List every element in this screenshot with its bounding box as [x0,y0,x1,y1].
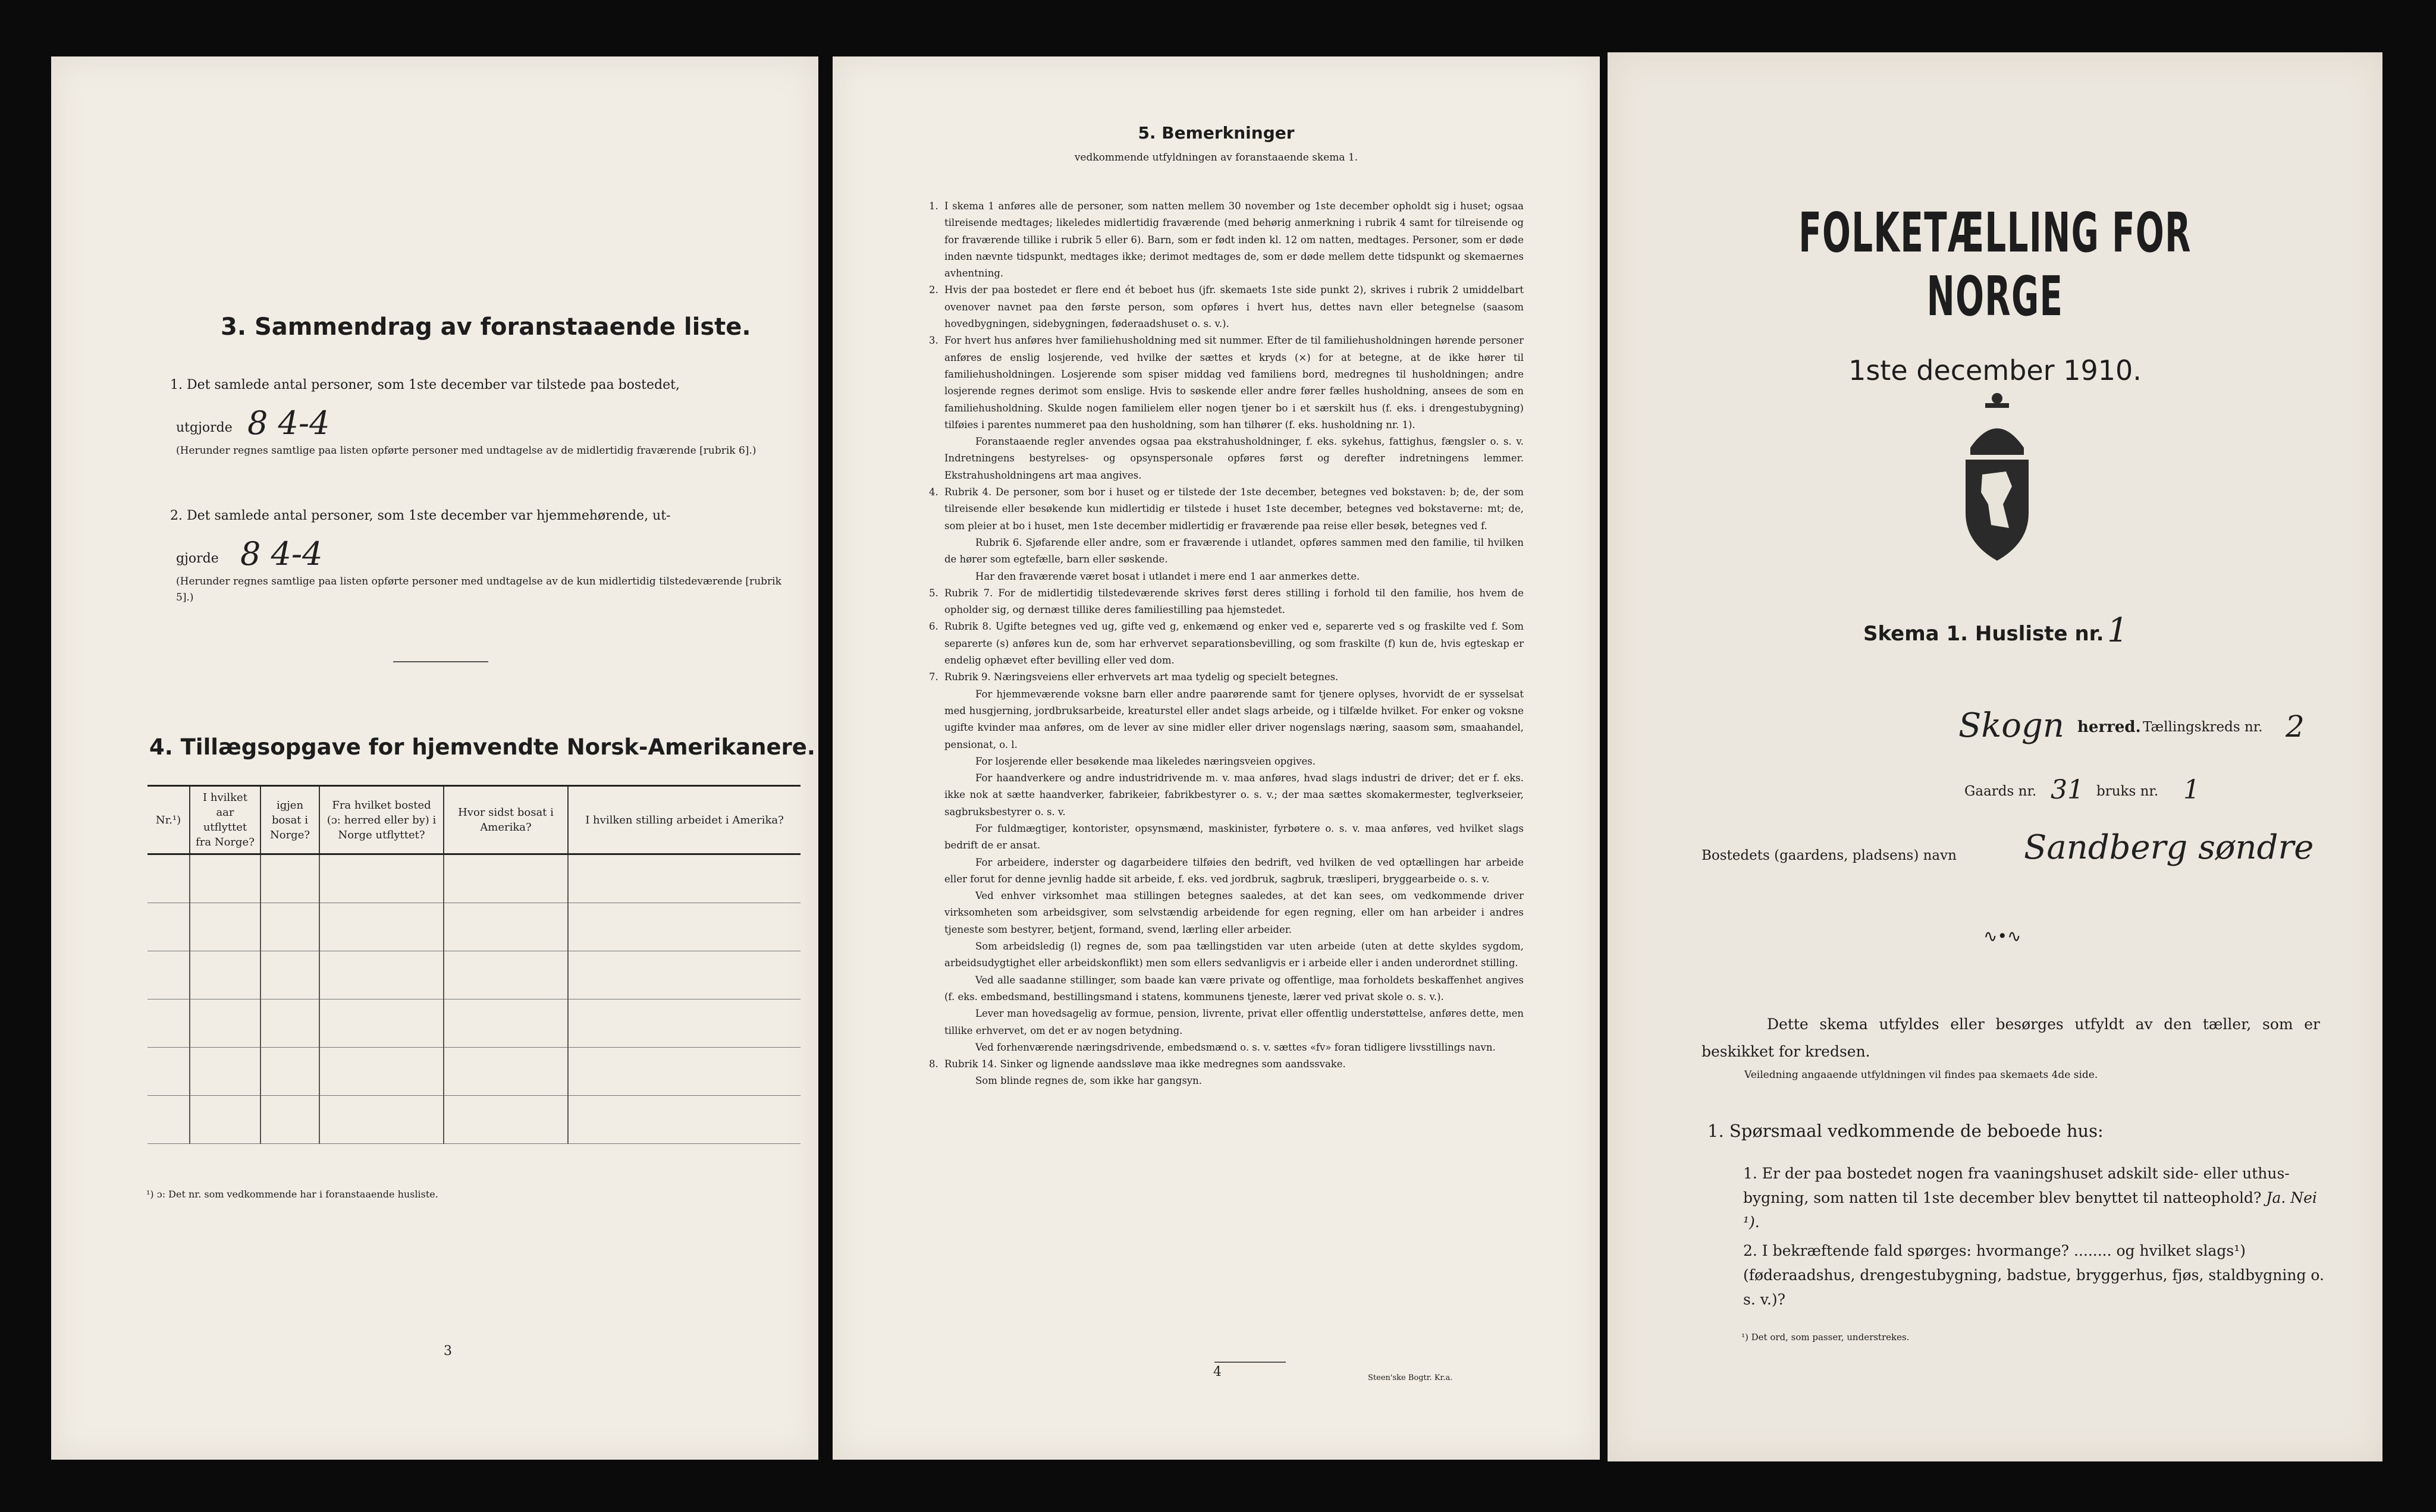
remarks-title: 5. Bemerkninger [1138,123,1295,143]
remark-item [929,568,1524,585]
table-cell [147,903,190,951]
table-cell [190,1048,260,1096]
table-cell [260,903,319,951]
main-title: FOLKETÆLLING FOR NORGE [1798,201,2192,328]
table-cell [444,854,568,903]
col-bosted: Fra hvilket bosted (ɔ: herred eller by) i Norge utflyttet? [319,786,444,854]
remark-number: 7. [929,671,938,683]
remark-text: Rubrik 14. Sinker og lignende aandssløve maa ikke medregnes som aandssvake. [944,1058,1346,1070]
remark-item [929,972,1524,1006]
remark-number [929,821,944,854]
printer-mark: Steen'ske Bogtr. Kr.a. [1368,1373,1453,1382]
table-cell [190,1096,260,1144]
divider [1214,1362,1286,1363]
table-cell [260,1048,319,1096]
sec3-item2-note: (Herunder regnes samtlige paa listen opførte personer med undtagelse av de kun midlertidig tilstedeværende [rubrik 5].) [176,576,781,603]
ornament: ∿•∿ [1983,926,2021,946]
schema-value: 1 [2107,611,2129,650]
page-number: 3 [444,1344,452,1359]
page-3 [51,56,818,1460]
col-utflyttet: I hvilket aar utflyttet fra Norge? [190,786,260,854]
divider [393,661,488,662]
table-cell [190,903,260,951]
remark-text: Lever man hovedsagelig av formue, pension, livrente, privat eller offentlig understøttelse, anføres dette, men tillike erhvervet, om det er av nogen betydning. [944,1008,1524,1036]
remark-text: Rubrik 8. Ugifte betegnes ved ug, gifte ved g, enkemænd og enker ved e, separerte ved s og fraskilte ved f. Som separerte (s) anføres kun de, som har erhvervet separationsbevilling, og som fraskilte (f) kun de, hvis egteskap er endelig ophævet efter bevilling eller ved dom. [944,621,1524,667]
remarks-list [929,198,1524,1090]
remark-number [929,972,944,1006]
sec3-item2-value: 8 4-4 [240,535,323,573]
remark-item [929,198,1524,282]
remark-number [929,770,944,821]
remark-number: 8. [929,1058,938,1070]
table-cell [147,854,190,903]
sec3-item1-label: utgjorde [176,420,233,435]
remark-item [929,332,1524,433]
table-row [147,854,801,903]
page-4 [833,56,1600,1460]
table-cell [260,951,319,999]
table-cell [568,1048,801,1096]
remark-number [929,433,944,484]
table-cell [568,903,801,951]
table-header-row [147,786,801,854]
table-cell [319,854,444,903]
table-row [147,1048,801,1096]
table-cell [147,1048,190,1096]
remark-item [929,484,1524,535]
remark-item [929,770,1524,821]
remark-text: For arbeidere, inderster og dagarbeidere tilføies den bedrift, ved hvilken de ved optællingen har arbeide eller forut for denne jevnlig hadde sit arbeide, f. eks. ved jordbruk, sagbruk, træsliperi, bryggearbeide o. s. v. [944,856,1524,885]
remark-text: Ved enhver virksomhet maa stillingen betegnes saaledes, at det kan sees, om vedkommende driver virksomheten som arbeidsgiver, som selvstændig arbeidende for egen regning, eller om han arbeider i andres tjeneste som bestyrer, betjent, formand, svend, lærling eller arbeider. [944,890,1524,935]
cover-page [1608,52,2382,1461]
remark-item [929,1056,1524,1073]
remark-item [929,433,1524,484]
sec3-item2-text: 2. Det samlede antal personer, som 1ste december var hjemmehørende, ut- [170,508,671,523]
remark-number [929,1039,944,1056]
sec3-item2-label: gjorde [176,551,219,566]
norsk-amerikanere-table [147,785,801,1144]
remark-item [929,282,1524,332]
col-stilling: I hvilken stilling arbeidet i Amerika? [585,813,784,826]
instruction-text: Dette skema utfyldes eller besørges utfyldt av den tæller, som er beskikket for kredsen. [1702,1016,2320,1060]
col-amerika: Hvor sidst bosat i Amerika? [444,786,568,854]
remark-number [929,854,944,888]
remark-item [929,669,1524,686]
section-3-title: 3. Sammendrag av foranstaaende liste. [221,313,751,341]
remark-item [929,753,1524,770]
remark-text: Hvis der paa bostedet er flere end ét beboet hus (jfr. skemaets 1ste side punkt 2), skrives i rubrik 2 umiddelbart ovenover navnet paa den første person, som opføres i hvert hus, dettes navn eller betegnelse (saasom hovedbygningen, sidebygningen, føderaadshuset o. s. v.). [944,284,1524,330]
table-cell [568,1096,801,1144]
table-cell [319,1096,444,1144]
remark-number: 1. [929,200,938,212]
table-row [147,951,801,999]
remark-text: For fuldmægtiger, kontorister, opsynsmænd, maskinister, fyrbøtere o. s. v. maa anføres, ved hvilket slags bedrift de er ansat. [944,822,1524,851]
table-cell [319,903,444,951]
bruks-value: 1 [2183,775,2200,805]
table-cell [190,951,260,999]
remark-number [929,568,944,585]
page-number: 4 [1213,1365,1222,1379]
bruks-label: bruks nr. [2096,784,2159,799]
remark-item [929,686,1524,753]
herred-label: herred. [2077,718,2141,736]
schema-label: Skema 1. Husliste nr. [1863,622,2104,646]
remark-text: Ved forhenværende næringsdrivende, embedsmænd o. s. v. sættes «fv» foran tidligere livsstillings navn. [975,1041,1496,1053]
section-4-title: 4. Tillægsopgave for hjemvendte Norsk-Amerikanere. [149,734,815,760]
remark-item [929,1073,1524,1089]
question-2: 2. I bekræftende fald spørges: hvormange? ........ og hvilket slags¹) (føderaadshus, drengestubygning, badstue, bryggerhus, fjøs, staldbygning o. s. v.)? [1743,1242,2324,1308]
table-cell [147,951,190,999]
remark-number: 4. [929,486,938,498]
remark-text: Som arbeidsledig (l) regnes de, som paa tællingstiden var uten arbeide (uten at dette skyldes sygdom, arbeidsudygtighet eller arbeidskonflikt) men som ellers sedvanligvis er i arbeide eller i anden underordnet stilling. [944,941,1524,969]
remark-item [929,888,1524,938]
question-1-text: 1. Er der paa bostedet nogen fra vaaningshuset adskilt side- eller uthus-bygning, som natten til 1ste december blev benyttet til natteophold? [1743,1165,2290,1206]
table-cell [444,999,568,1048]
table-cell [190,999,260,1048]
table-cell [444,951,568,999]
remark-item [929,854,1524,888]
table-cell [147,999,190,1048]
remark-number [929,1005,944,1039]
table-cell [260,854,319,903]
question-1 [1743,1161,2338,1234]
footnote: ¹) Det ord, som passer, understrekes. [1741,1332,1910,1343]
remark-number: 2. [929,284,938,296]
remark-text: For haandverkere og andre industridrivende m. v. maa anføres, hvad slags industri de driver; det er f. eks. ikke nok at sætte haandverker, fabrikeier, fabrikbestyrer o. s. v.; der maa sættes skomakermester, teglverkseier, sagbruksbestyrer o. s. v. [944,772,1524,818]
sec3-item1-value: 8 4-4 [247,404,330,442]
table-cell [568,854,801,903]
gaard-value: 31 [2051,775,2084,805]
remark-item [929,618,1524,669]
table-cell [190,854,260,903]
remark-item [929,821,1524,854]
remark-number [929,888,944,938]
remark-number: 3. [929,335,938,347]
remark-number: 5. [929,587,938,599]
remark-number [929,753,944,770]
table-cell [319,951,444,999]
remark-number: 6. [929,621,938,633]
remark-item [929,585,1524,619]
table-cell [568,951,801,999]
krets-value: 2 [2286,709,2305,744]
remark-text: For hjemmeværende voksne barn eller andre paarørende samt for tjenere oplyses, hvorvidt de er sysselsat med husgjerning, jordbruksarbeide, kreaturstel eller andet slags arbeide, og i tilfælde hvilket. For enker og voksne ugifte kvinder maa anføres, om de lever av sine midler eller driver nogenslags næring, saasom søm, smaahandel, pensionat, o. l. [944,688,1524,750]
col-igjen-bosat: igjen bosat i Norge? [260,786,319,854]
table-cell [319,1048,444,1096]
remark-number [929,938,944,972]
remark-text: Rubrik 9. Næringsveiens eller erhvervets art maa tydelig og specielt betegnes. [944,671,1339,683]
coat-of-arms-icon [1952,385,2042,570]
gaard-label: Gaards nr. [1964,784,2037,799]
table-cell [444,1096,568,1144]
table-cell [147,1096,190,1144]
bosted-value: Sandberg søndre [2024,828,2314,867]
remark-text: Ved alle saadanne stillinger, som baade kan være private og offentlige, maa forholdets beskaffenhet angives (f. eks. embedsmand, bestillingsmand i statens, kommunens tjeneste, lærer ved privat skole o. s. v.). [944,974,1524,1002]
remark-text: Rubrik 4. De personer, som bor i huset og er tilstede der 1ste december, betegnes ved bokstaven: b; de, der som tilreisende eller besøkende kun midlertidig er tilstede i huset 1ste december, betegnes ved bokstaverne: mt; de, som pleier at bo i huset, men 1ste december midlertidig er fraværende paa reise eller besøk, betegnes ved f. [944,486,1524,532]
table-row [147,903,801,951]
remarks-subtitle: vedkommende utfyldningen av foranstaaende skema 1. [1074,152,1358,164]
remark-number [929,535,944,568]
question-1-answer: Ja. Nei ¹). [1743,1189,2317,1231]
footnote: ¹) ɔ: Det nr. som vedkommende har i foranstaaende husliste. [146,1189,438,1200]
remark-text: Som blinde regnes de, som ikke har gangsyn. [975,1075,1202,1087]
table-cell [260,1096,319,1144]
table-row [147,999,801,1048]
remark-text: Rubrik 7. For de midlertidig tilstedeværende skrives først deres stilling i forhold til den familie, hos hvem de opholder sig, og dernæst tillike deres familiestilling paa hjemstedet. [944,587,1524,616]
bosted-label: Bostedets (gaardens, pladsens) navn [1702,848,1957,863]
instruction-note: Veiledning angaaende utfyldningen vil findes paa skemaets 4de side. [1744,1069,2098,1081]
remark-text: I skema 1 anføres alle de personer, som natten mellem 30 november og 1ste december opholdt sig i huset; ogsaa tilreisende medtages; likeledes midlertidig fraværende (med behørig anmerkning i rubrik 4 samt for tilreisende og for fraværende tillike i rubrik 5 eller 6). Barn, som er født inden kl. 12 om natten, medtages. Personer, som er døde inden nævnte tidspunkt, medtages ikke; derimot medtages de, som er døde mellem dette tidspunkt og skemaernes avhentning. [944,200,1524,279]
sec3-item1-note: (Herunder regnes samtlige paa listen opførte personer med undtagelse av de midlertidig fraværende [rubrik 6].) [176,445,756,457]
table-cell [319,999,444,1048]
questions-title: 1. Spørsmaal vedkommende de beboede hus: [1707,1121,2104,1141]
table-cell [260,999,319,1048]
remark-item [929,1039,1524,1056]
remark-text: Rubrik 6. Sjøfarende eller andre, som er fraværende i utlandet, opføres sammen med den familie, til hvilken de hører som egtefælle, barn eller søskende. [944,536,1524,565]
remark-number [929,686,944,753]
remark-text: For losjerende eller besøkende maa likeledes næringsveien opgives. [975,755,1316,767]
remark-number [929,1073,944,1089]
sec3-item1-text: 1. Det samlede antal personer, som 1ste december var tilstede paa bostedet, [170,378,680,392]
remark-item [929,938,1524,972]
col-nr: Nr.¹) [147,786,190,854]
remark-text: Har den fraværende været bosat i utlandet i mere end 1 aar anmerkes dette. [975,570,1360,582]
remark-text: Foranstaaende regler anvendes ogsaa paa ekstrahusholdninger, f. eks. sykehus, fattighus, fængsler o. s. v. Indretningens bestyrelses- og opsynspersonale opføres først og derefter indretningens lemmer. Ekstrahusholdningens art maa angives. [944,436,1524,481]
remark-item [929,1005,1524,1039]
table-cell [444,903,568,951]
remark-text: For hvert hus anføres hver familiehusholdning med sit nummer. Efter de til familiehusholdningen hørende personer anføres de enslig losjerende, ved hvilke der sættes et kryds (×) for at betegne, at de ikke hører til familiehusholdningen. Losjerende som spiser middag ved familiens bord, medregnes til husholdningen; andre losjerende regnes derimot som enslige. Hvis to søskende eller andre fører fælles husholdning, ansees de som en familiehusholdning. Skulde nogen familielem eller nogen tjener bo i et særskilt hus (f. eks. i drengestubygning) tilføies i parentes nummeret paa den husholdning, som han tilhører (f. eks. husholdning nr. 1). [944,335,1524,430]
krets-label: Tællingskreds nr. [2143,719,2263,735]
table-row [147,1096,801,1144]
herred-value: Skogn [1958,706,2064,745]
date: 1ste december 1910. [1848,354,2142,386]
remark-item [929,535,1524,568]
table-cell [444,1048,568,1096]
table-cell [568,999,801,1048]
